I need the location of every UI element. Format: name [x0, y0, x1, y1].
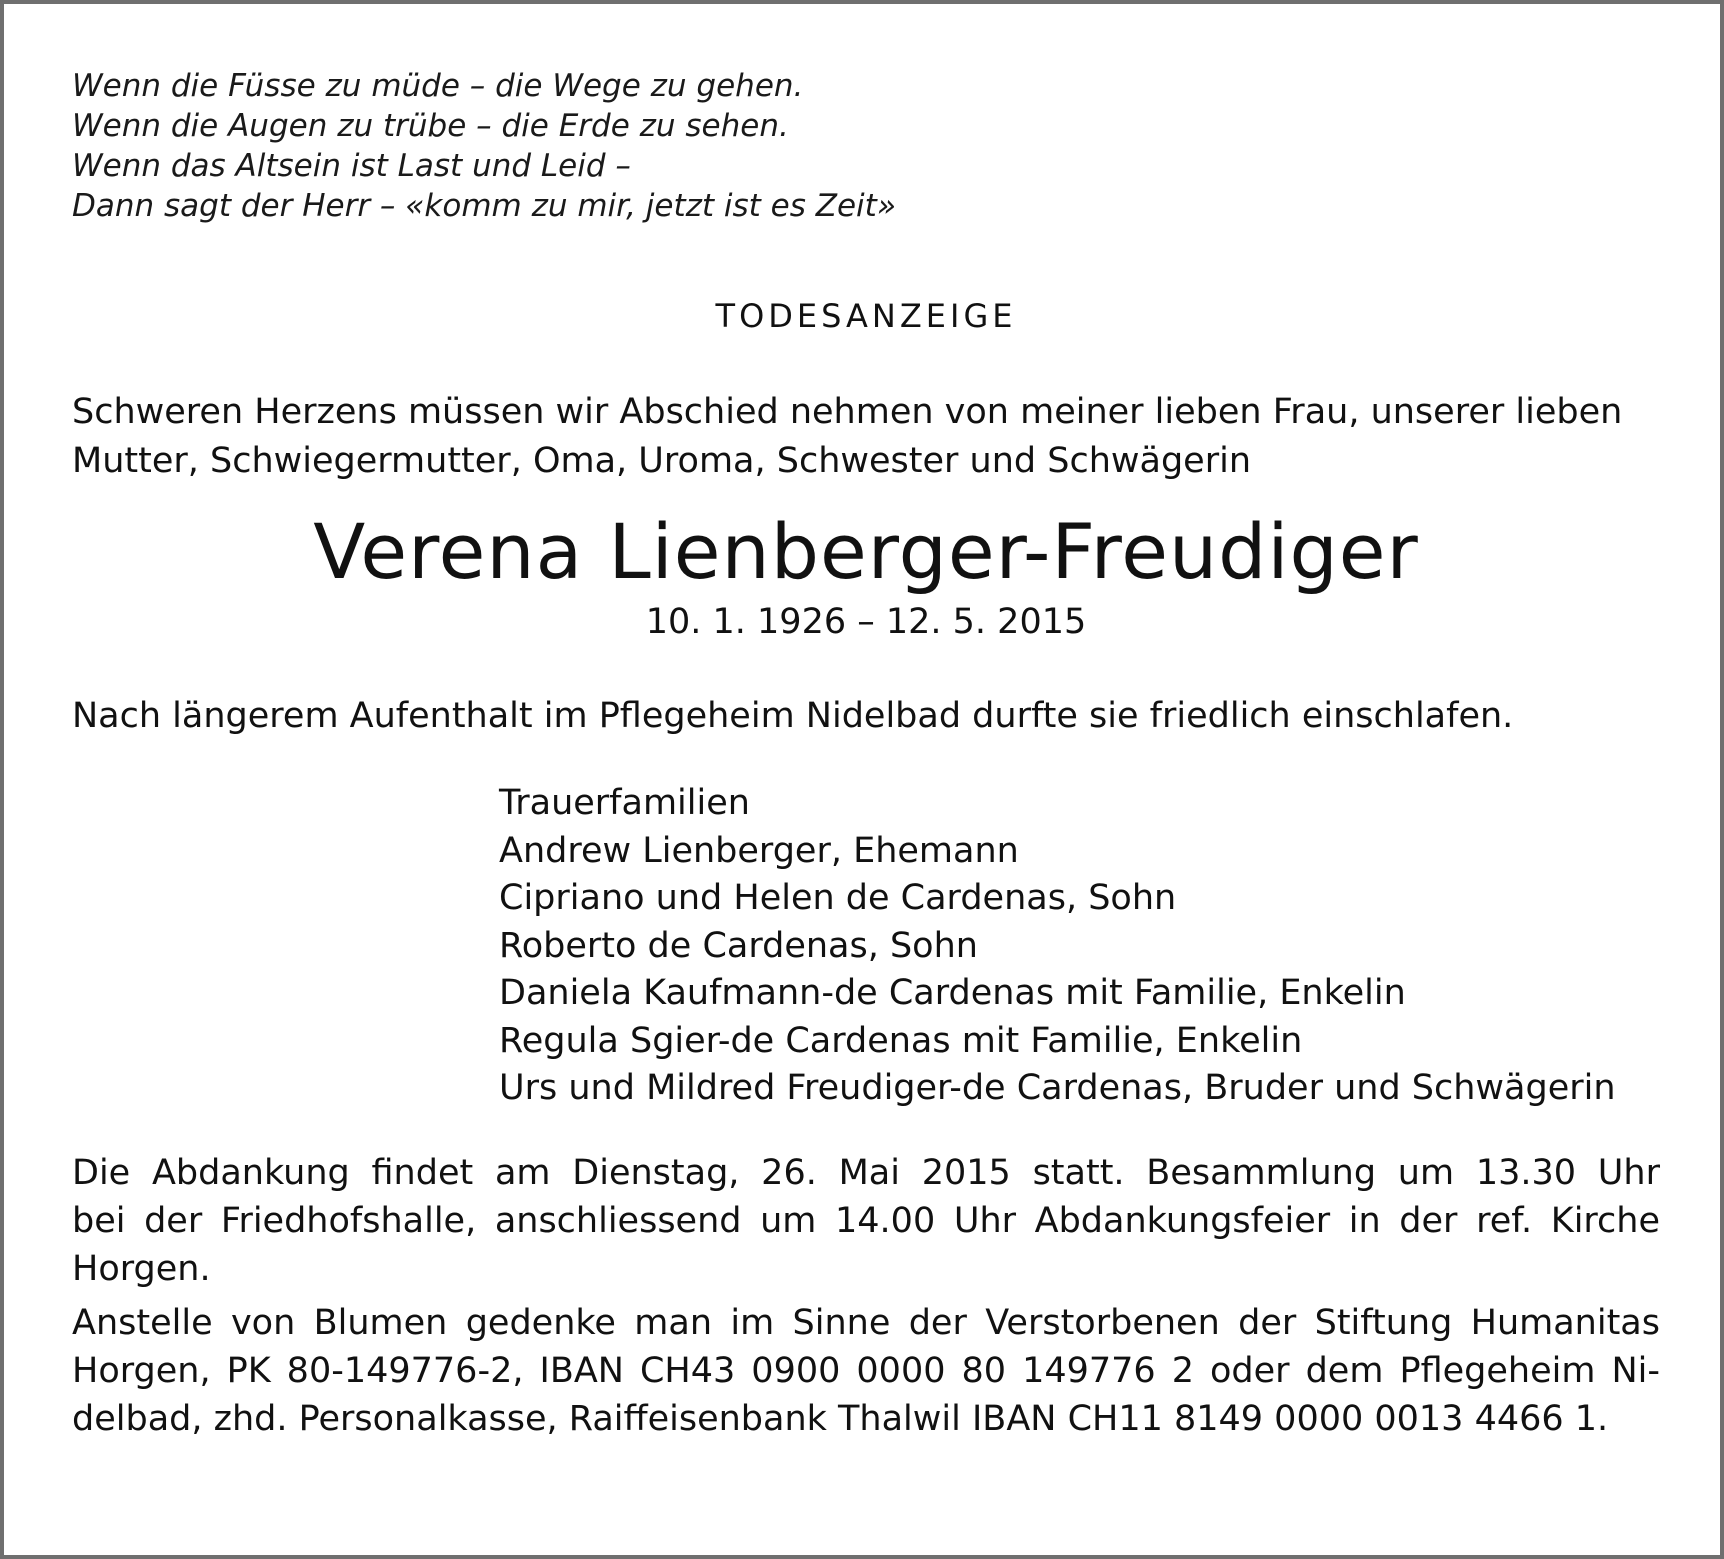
family-member: Urs und Mildred Freudiger-de Cardenas, Bruder und Schwägerin [499, 1068, 1616, 1108]
mourning-family-list [499, 780, 1660, 1113]
family-member: Andrew Lienberger, Ehemann [499, 830, 1019, 871]
donation-line: Anstelle von Blumen gedenke man im Sinne der Verstorbenen der Stiftung Humanitas [72, 1302, 1660, 1343]
donation-line: delbad, zhd. Personalkasse, Raiffeisenbank Thalwil IBAN CH11 8149 0000 0013 4466 1. [72, 1398, 1609, 1439]
intro-line: Schweren Herzens müssen wir Abschied nehmen von meiner lieben Frau, unserer lieben [72, 392, 1623, 432]
deceased-name: Verena Lienberger-Freudiger [313, 507, 1419, 596]
poem [72, 66, 1660, 226]
poem-line: Wenn die Augen zu trübe – die Erde zu sehen. [72, 108, 789, 144]
intro-text [72, 388, 1660, 486]
family-member: Daniela Kaufmann-de Cardenas mit Familie, Enkelin [499, 973, 1406, 1013]
family-list-heading: Trauerfamilien [499, 783, 750, 823]
family-member: Regula Sgier-de Cardenas mit Familie, Enkelin [499, 1020, 1303, 1061]
service-info [72, 1149, 1660, 1293]
donation-line: Horgen, PK 80-149776-2, IBAN CH43 0900 0000 80 149776 2 oder dem Pflegeheim Ni- [72, 1350, 1660, 1391]
notice-heading: TODESANZEIGE [715, 297, 1017, 335]
poem-line: Dann sagt der Herr – «komm zu mir, jetzt ist es Zeit» [72, 188, 896, 224]
poem-line: Wenn das Altsein ist Last und Leid – [72, 148, 631, 184]
notice-content [72, 66, 1660, 1443]
intro-line: Mutter, Schwiegermutter, Oma, Uroma, Schwester und Schwägerin [72, 441, 1252, 481]
family-member: Cipriano und Helen de Cardenas, Sohn [499, 878, 1177, 918]
service-line: Horgen. [72, 1248, 211, 1289]
service-line: Die Abdankung findet am Dienstag, 26. Mai 2015 statt. Besammlung um 13.30 Uhr [72, 1152, 1660, 1193]
family-member: Roberto de Cardenas, Sohn [499, 925, 978, 966]
life-dates: 10. 1. 1926 – 12. 5. 2015 [645, 602, 1087, 642]
service-line: bei der Friedhofshalle, anschliessend um 14.00 Uhr Abdankungsfeier in der ref. Kirche [72, 1200, 1660, 1241]
statement: Nach längerem Aufenthalt im Pflegeheim Nidelbad durfte sie friedlich einschlafen. [72, 696, 1514, 736]
donation-info [72, 1299, 1660, 1443]
poem-line: Wenn die Füsse zu müde – die Wege zu gehen. [72, 68, 804, 104]
